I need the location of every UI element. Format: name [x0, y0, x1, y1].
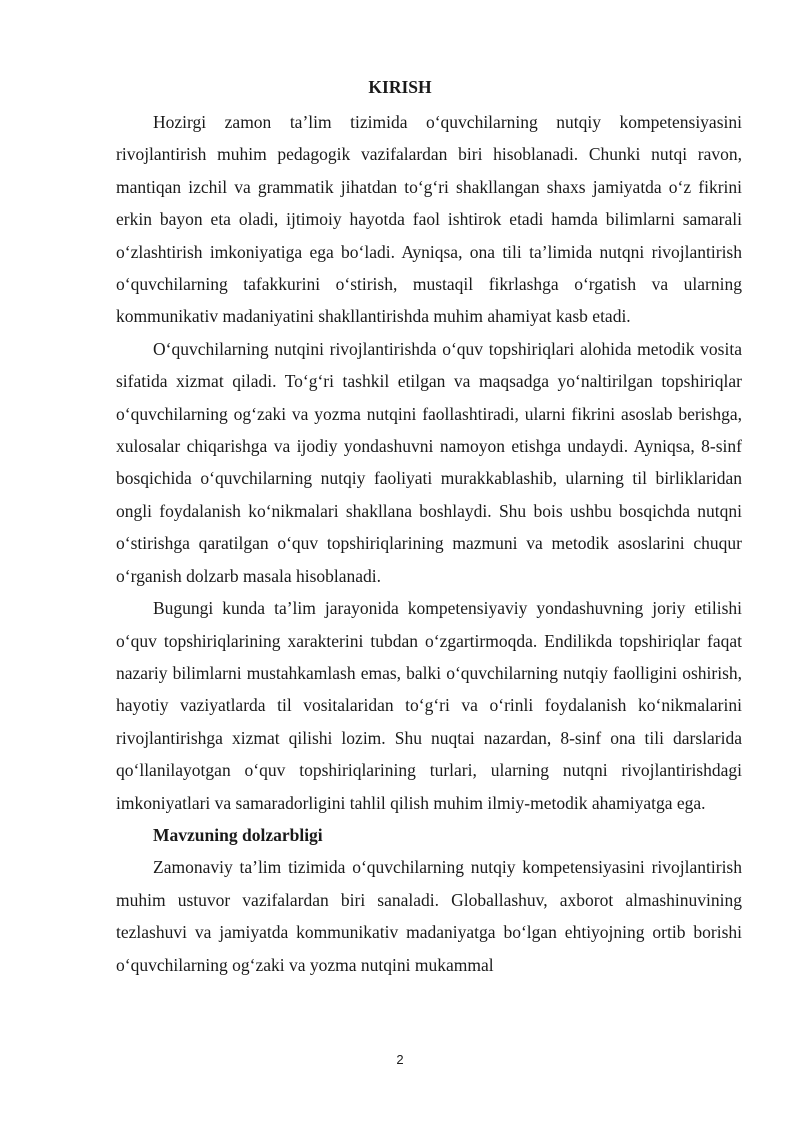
paragraph: Hozirgi zamon ta’lim tizimida o‘quvchilarning nutqiy kompetensiyasini rivojlantirish muhim pedagogik vazifalardan biri hisoblanadi. Chunki nutqi ravon, mantiqan izchil va grammatik jihatdan to‘g‘ri shakllangan shaxs jamiyatda o‘z fikrini erkin bayon eta oladi, ijtimoiy hayotda faol ishtirok etadi hamda bilimlarni samarali o‘zlashtirish imkoniyatiga ega bo‘ladi. Ayniqsa, ona tili ta’limida nutqni rivojlantirish o‘quvchilarning tafakkurini o‘stirish, mustaqil fikrlashga o‘rgatish va ularning kommunikativ madaniyatini shakllantirishda muhim ahamiyat kasb etadi. — [116, 112, 742, 327]
page-number: 2 — [396, 1052, 404, 1067]
paragraph: Bugungi kunda ta’lim jarayonida kompetensiyaviy yondashuvning joriy etilishi o‘quv topshiriqlarining xarakterini tubdan o‘zgartirmoqda. Endilikda topshiriqlar faqat nazariy bilimlarni mustahkamlash emas, balki o‘quvchilarning nutqiy faolligini oshirish, hayotiy vaziyatlarda til vositalaridan to‘g‘ri va o‘rinli foydalanish ko‘nikmalarini rivojlantirishga xizmat qilishi lozim. Shu nuqtai nazardan, 8-sinf ona tili darslarida qo‘llanilayotgan o‘quv topshiriqlarining turlari, ularning nutqni rivojlantirishdagi imkoniyatlari va samaradorligini tahlil qilish muhim ilmiy-metodik ahamiyatga ega. — [116, 598, 742, 813]
paragraph: Zamonaviy ta’lim tizimida o‘quvchilarning nutqiy kompetensiyasini rivojlantirish muhim ustuvor vazifalardan biri sanaladi. Globallashuv, axborot almashinuvining tezlashuvi va jamiyatda kommunikativ madaniyatga bo‘lgan ehtiyojning ortib borishi o‘quvchilarning og‘zaki va yozma nutqini mukammal — [116, 857, 742, 975]
page-title: KIRISH — [368, 77, 432, 97]
body-text — [116, 106, 742, 981]
paragraph: O‘quvchilarning nutqini rivojlantirishda o‘quv topshiriqlari alohida metodik vosita sifatida xizmat qiladi. To‘g‘ri tashkil etilgan va maqsadga yo‘naltirilgan topshiriqlar o‘quvchilarning og‘zaki va yozma nutqini faollashtiradi, ularni fikrini asoslab berishga, xulosalar chiqarishga va ijodiy yondashuvni namoyon etishga undaydi. Ayniqsa, 8-sinf bosqichida o‘quvchilarning nutqiy faoliyati murakkablashib, ularning til birliklaridan ongli foydalanish ko‘nikmalari shakllana boshlaydi. Shu bois ushbu bosqichda nutqni o‘stirishga qaratilgan o‘quv topshiriqlarining mazmuni va metodik asoslarini chuqur o‘rganish dolzarb masala hisoblanadi. — [116, 338, 742, 586]
section-heading: Mavzuning dolzarbligi — [153, 824, 323, 845]
